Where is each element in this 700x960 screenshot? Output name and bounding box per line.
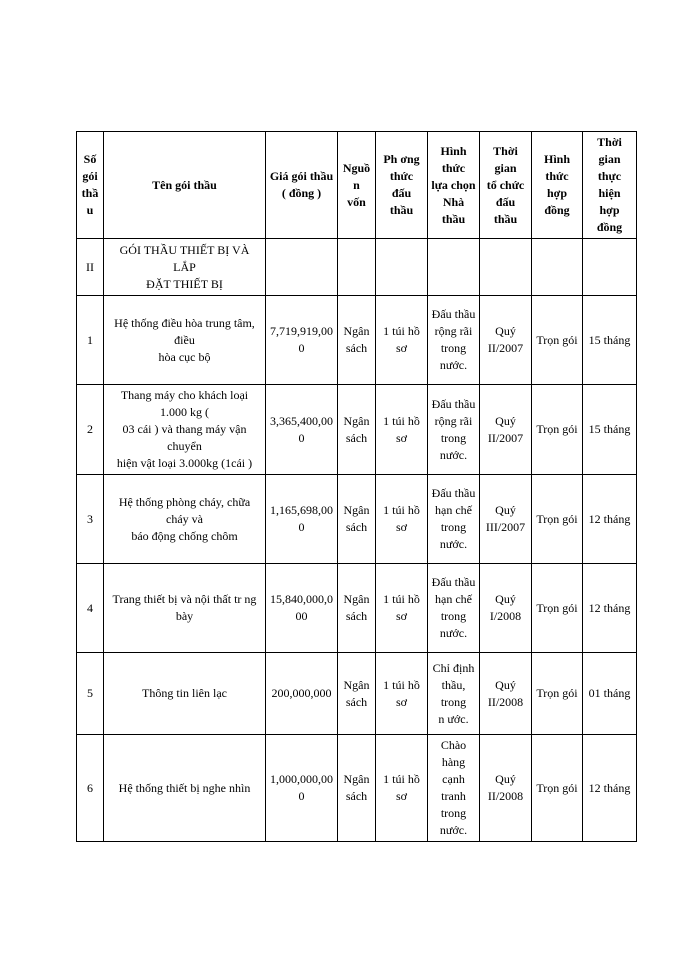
section-empty-cell [266,239,338,296]
section-empty-cell [480,239,532,296]
row-name: Hệ thống thiết bị nghe nhìn [104,735,266,842]
row-time-org: Quý III/2007 [480,475,532,564]
section-title: GÓI THẦU THIẾT BỊ VÀ LẮP ĐẶT THIẾT BỊ [104,239,266,296]
section-row [77,239,637,296]
row-method: 1 túi hồ sơ [376,475,428,564]
row-no: 3 [77,475,104,564]
row-selection: Đấu thầu rộng rãi trong nước. [428,385,480,475]
row-selection: Đấu thầu hạn chế trong nước. [428,564,480,653]
row-contract: Trọn gói [532,475,583,564]
row-contract: Trọn gói [532,653,583,735]
row-price: 7,719,919,000 [266,296,338,385]
header-contract: Hình thức hợp đồng [532,132,583,239]
row-no: 1 [77,296,104,385]
row-method: 1 túi hồ sơ [376,385,428,475]
row-contract: Trọn gói [532,385,583,475]
row-selection: Đấu thầu hạn chế trong nước. [428,475,480,564]
row-time-exec: 12 tháng [583,564,637,653]
row-source: Ngân sách [338,735,376,842]
row-contract: Trọn gói [532,564,583,653]
row-method: 1 túi hồ sơ [376,296,428,385]
section-empty-cell [428,239,480,296]
row-time-org: Quý II/2007 [480,296,532,385]
row-price: 3,365,400,000 [266,385,338,475]
row-method: 1 túi hồ sơ [376,564,428,653]
row-time-org: Quý II/2007 [480,385,532,475]
row-time-exec: 15 tháng [583,385,637,475]
row-method: 1 túi hồ sơ [376,735,428,842]
row-name: Trang thiết bị và nội thất tr ng bày [104,564,266,653]
section-empty-cell [583,239,637,296]
table-row [77,653,637,735]
row-no: 2 [77,385,104,475]
row-price: 15,840,000,000 [266,564,338,653]
row-selection: Chỉ định thầu, trong n ước. [428,653,480,735]
row-source: Ngân sách [338,475,376,564]
table-row [77,475,637,564]
row-name: Hệ thống điều hòa trung tâm, điều hòa cục bộ [104,296,266,385]
table-row [77,385,637,475]
row-no: 5 [77,653,104,735]
section-empty-cell [532,239,583,296]
header-time-org: Thời gian tổ chức đấu thầu [480,132,532,239]
row-price: 200,000,000 [266,653,338,735]
row-time-org: Quý II/2008 [480,653,532,735]
section-no: II [77,239,104,296]
table-row [77,735,637,842]
header-time-exec: Thời gian thực hiện hợp đồng [583,132,637,239]
row-time-exec: 01 tháng [583,653,637,735]
row-time-exec: 12 tháng [583,735,637,842]
row-time-exec: 15 tháng [583,296,637,385]
row-time-org: Quý II/2008 [480,735,532,842]
section-empty-cell [338,239,376,296]
row-price: 1,000,000,000 [266,735,338,842]
header-name: Tên gói thầu [104,132,266,239]
row-time-org: Quý I/2008 [480,564,532,653]
header-method: Ph ơng thức đấu thầu [376,132,428,239]
row-no: 6 [77,735,104,842]
header-row [77,132,637,239]
row-name: Thang máy cho khách loại 1.000 kg ( 03 cái ) và thang máy vận chuyển hiện vật loại 3.000kg (1cái ) [104,385,266,475]
row-source: Ngân sách [338,653,376,735]
bid-packages-table [76,131,637,842]
header-price: Giá gói thầu ( đồng ) [266,132,338,239]
row-name: Thông tin liên lạc [104,653,266,735]
row-selection: Chào hàng cạnh tranh trong nước. [428,735,480,842]
header-source: Nguồn vốn [338,132,376,239]
row-contract: Trọn gói [532,296,583,385]
row-source: Ngân sách [338,385,376,475]
table-row [77,564,637,653]
row-source: Ngân sách [338,296,376,385]
row-source: Ngân sách [338,564,376,653]
section-empty-cell [376,239,428,296]
row-name: Hệ thống phòng cháy, chữa cháy và báo động chống chôm [104,475,266,564]
row-time-exec: 12 tháng [583,475,637,564]
header-selection: Hình thức lựa chọn Nhà thầu [428,132,480,239]
row-selection: Đấu thầu rộng rãi trong nước. [428,296,480,385]
header-no: Số gói thầu [77,132,104,239]
table-row [77,296,637,385]
row-contract: Trọn gói [532,735,583,842]
row-no: 4 [77,564,104,653]
row-method: 1 túi hồ sơ [376,653,428,735]
row-price: 1,165,698,000 [266,475,338,564]
